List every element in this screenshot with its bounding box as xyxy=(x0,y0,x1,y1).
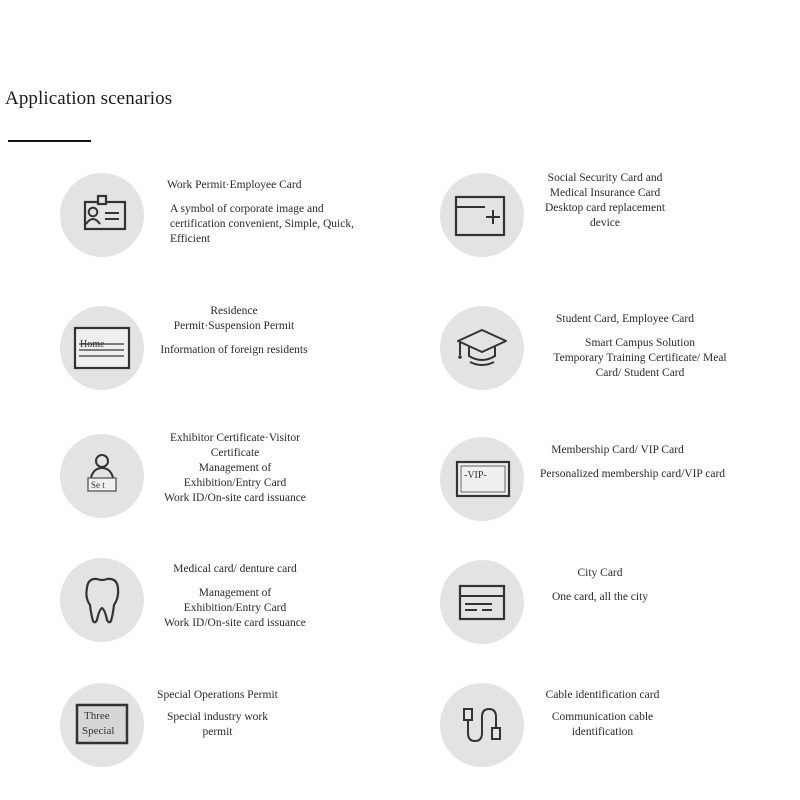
scenario-social-security xyxy=(530,171,680,231)
card-reader-icon xyxy=(440,173,524,257)
scenario-description: Management of Exhibition/Entry Card Work ID/On-site card issuance xyxy=(164,587,306,629)
residence-stamp-text: Home xyxy=(80,339,105,350)
visitor-badge-icon xyxy=(60,434,144,518)
scenario-description: One card, all the city xyxy=(551,591,649,603)
scenario-heading: Medical card/ denture card xyxy=(173,563,297,575)
page-title: Application scenarios xyxy=(5,88,173,109)
scenario-work-permit xyxy=(155,178,375,247)
scenario-heading: Social Security Card and Medical Insurance Card xyxy=(547,172,663,199)
scenario-heading: Residence Permit·Suspension Permit xyxy=(173,305,295,332)
scenario-description: Communication cable identification xyxy=(551,711,654,738)
special-permit-icon xyxy=(60,683,144,767)
special-stamp-line-2: Special xyxy=(82,725,115,737)
scenario-heading: Cable identification card xyxy=(545,689,660,701)
scenario-heading: City Card xyxy=(577,567,623,579)
visitor-stamp-text: Se t xyxy=(91,480,105,490)
scenario-special-operations xyxy=(150,688,285,740)
scenario-heading: Work Permit·Employee Card xyxy=(167,179,302,191)
scenario-residence-permit xyxy=(150,304,318,358)
city-card-icon xyxy=(440,560,524,644)
scenario-medical xyxy=(150,562,320,631)
scenario-description: Special industry work permit xyxy=(167,711,268,738)
special-stamp-line-1: Three xyxy=(84,710,110,722)
vip-stamp-text: -VIP- xyxy=(464,470,487,481)
residence-permit-icon xyxy=(60,306,144,390)
tooth-icon xyxy=(60,558,144,642)
scenario-description: Smart Campus Solution Temporary Training Certificate/ Meal Card/ Student Card xyxy=(553,337,727,379)
cable-icon xyxy=(440,683,524,767)
scenario-description: A symbol of corporate image and certification convenient, Simple, Quick, Efficient xyxy=(170,203,354,245)
scenario-description: Personalized membership card/VIP card xyxy=(539,468,726,480)
scenario-heading: Exhibitor Certificate·Visitor Certificate xyxy=(170,432,300,459)
scenario-cable xyxy=(535,688,670,740)
scenario-description: Desktop card replacement device xyxy=(544,202,666,229)
scenario-exhibitor xyxy=(150,431,320,506)
scenario-heading: Student Card, Employee Card xyxy=(556,313,694,325)
scenario-membership xyxy=(530,443,735,482)
graduation-cap-icon xyxy=(440,306,524,390)
id-badge-icon xyxy=(60,173,144,257)
scenario-heading: Special Operations Permit xyxy=(157,689,278,701)
vip-card-icon xyxy=(440,437,524,521)
scenario-heading: Membership Card/ VIP Card xyxy=(551,444,684,456)
scenario-description: Information of foreign residents xyxy=(160,344,308,356)
scenario-student-card xyxy=(540,312,740,381)
scenario-city-card xyxy=(530,566,670,605)
scenario-description: Management of Exhibition/Entry Card Work ID/On-site card issuance xyxy=(164,462,306,504)
title-underline xyxy=(8,140,91,142)
